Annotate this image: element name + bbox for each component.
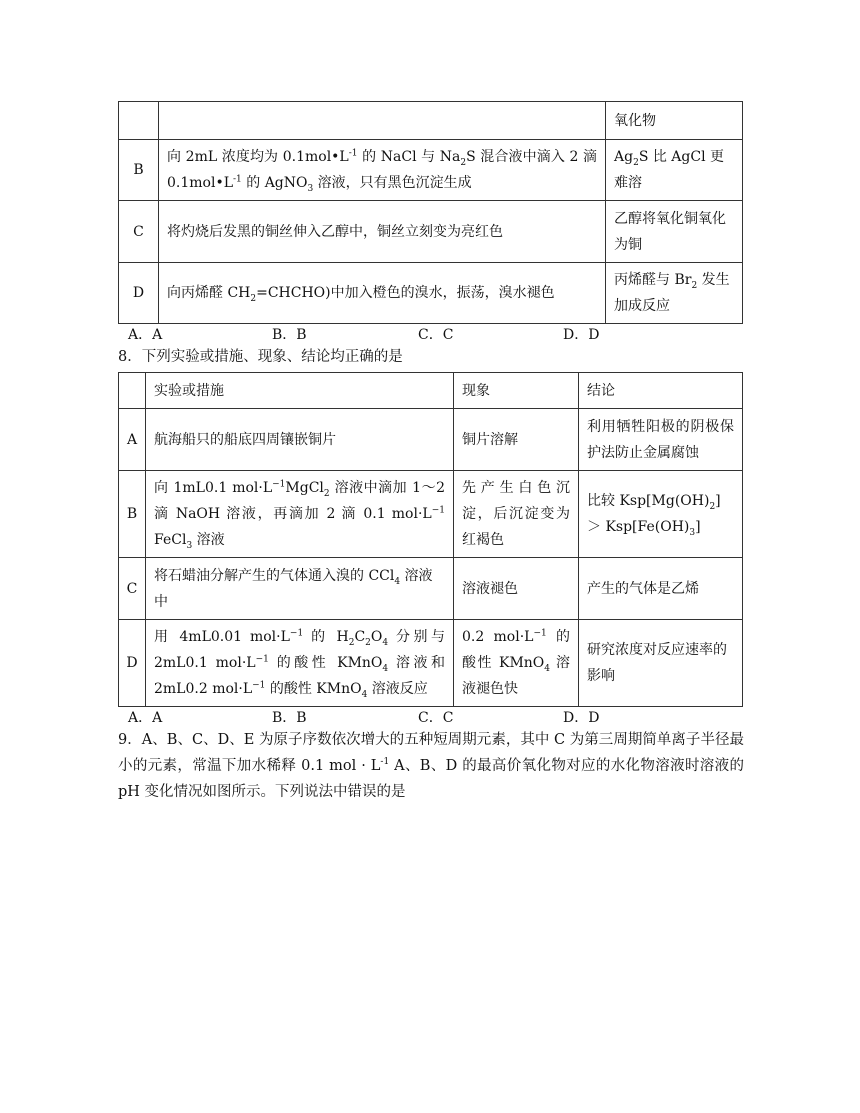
table-row [119, 140, 743, 201]
row-content: 将灼烧后发黑的铜丝伸入乙醇中，铜丝立刻变为亮红色 [159, 201, 606, 263]
row-phenomenon: 先产生白色沉淀，后沉淀变为红褐色 [454, 471, 579, 558]
row-conclusion: 比较 $Ksp[Mg(OH)_2] > Ksp[Fe(OH)_3]$ [579, 471, 743, 558]
q9-text: 9．A、B、C、D、E 为原子序数依次增大的五种短周期元素，其中 C 为第三周期简单离子半径最小的元素，常温下加水稀释 0.1 mol · $L^{-1}$ A、B、D 的最高价氧化物对应的水化物溶液时溶液的 pH 变化情况如图所示。下列说法中错误的是 [118, 732, 744, 800]
row-content: 向 2mL 浓度均为 $0.1mol•L^{-1}$ 的 NaCl 与 $Na_2S$ 混合液中滴入 2 滴 $0.1mol•L^{-1}$ 的 AgNO$_3$ 溶液，只有黑色沉淀生成 [159, 140, 606, 201]
row-experiment: 向 1mL0.1 $mol\cdot L^{-1}MgCl_2$ 溶液中滴加 1～2 滴 NaOH 溶液，再滴加 2 滴 0.1 $mol\cdot L^{-1}$ FeCl$_3$ 溶液 [146, 471, 454, 558]
option-a[interactable]: A．A [128, 327, 163, 343]
row-label: D [119, 620, 146, 707]
option-d[interactable]: D．D [563, 710, 600, 726]
header-cell: 结论 [579, 373, 743, 409]
option-b[interactable]: B．B [272, 710, 307, 726]
row-content: 向丙烯醛 $CH_2=CHCHO$)中加入橙色的溴水，振荡，溴水褪色 [159, 263, 606, 324]
row-label: D [119, 263, 159, 324]
option-c[interactable]: C．C [418, 327, 454, 343]
table-row [119, 471, 743, 558]
table-row [119, 409, 743, 471]
row-phenomenon: 0.2 $mol\cdot L^{-1}$ 的酸性 KMnO$_4$ 溶液褪色快 [454, 620, 579, 707]
row-phenomenon: 溶液褪色 [454, 558, 579, 620]
row-phenomenon: 铜片溶解 [454, 409, 579, 471]
header-cell [119, 373, 146, 409]
row-conclusion: 丙烯醛与 $Br_2$ 发生加成反应 [606, 263, 743, 324]
row-experiment: 用 4mL0.01 $mol\cdot L^{-1}$ 的 $H_2C_2O_4$ 分别与 2mL0.1 $mol\cdot L^{-1}$ 的酸性 KMnO$_4$ 溶液和 2mL0.2 $mol\cdot L^{-1}$ 的酸性 KMnO$_4$ 溶液反应 [146, 620, 454, 707]
q8-stem: 8．下列实验或措施、现象、结论均正确的是 [118, 349, 403, 365]
table-row [119, 620, 743, 707]
option-a[interactable]: A．A [128, 710, 163, 726]
row-conclusion: 氧化物 [606, 102, 743, 140]
row-conclusion: $Ag_2S$ 比 AgCl 更难溶 [606, 140, 743, 201]
table-row [119, 263, 743, 324]
table-row [119, 201, 743, 263]
row-conclusion: 利用牺牲阳极的阴极保护法防止金属腐蚀 [579, 409, 743, 471]
row-conclusion: 乙醇将氧化铜氧化为铜 [606, 201, 743, 263]
option-d[interactable]: D．D [563, 327, 600, 343]
row-label [119, 102, 159, 140]
header-cell: 实验或措施 [146, 373, 454, 409]
q7-table [118, 101, 743, 324]
row-conclusion: 产生的气体是乙烯 [579, 558, 743, 620]
option-b[interactable]: B．B [272, 327, 307, 343]
row-label: B [119, 140, 159, 201]
table-header-row [119, 373, 743, 409]
table-row [119, 102, 743, 140]
header-cell: 现象 [454, 373, 579, 409]
row-label: A [119, 409, 146, 471]
q8-table [118, 372, 743, 707]
row-label: C [119, 201, 159, 263]
table-row [119, 558, 743, 620]
row-label: B [119, 471, 146, 558]
row-experiment: 航海船只的船底四周镶嵌铜片 [146, 409, 454, 471]
row-experiment: 将石蜡油分解产生的气体通入溴的 CCl$_4$ 溶液中 [146, 558, 454, 620]
row-content [159, 102, 606, 140]
option-c[interactable]: C．C [418, 710, 454, 726]
row-conclusion: 研究浓度对反应速率的影响 [579, 620, 743, 707]
row-label: C [119, 558, 146, 620]
